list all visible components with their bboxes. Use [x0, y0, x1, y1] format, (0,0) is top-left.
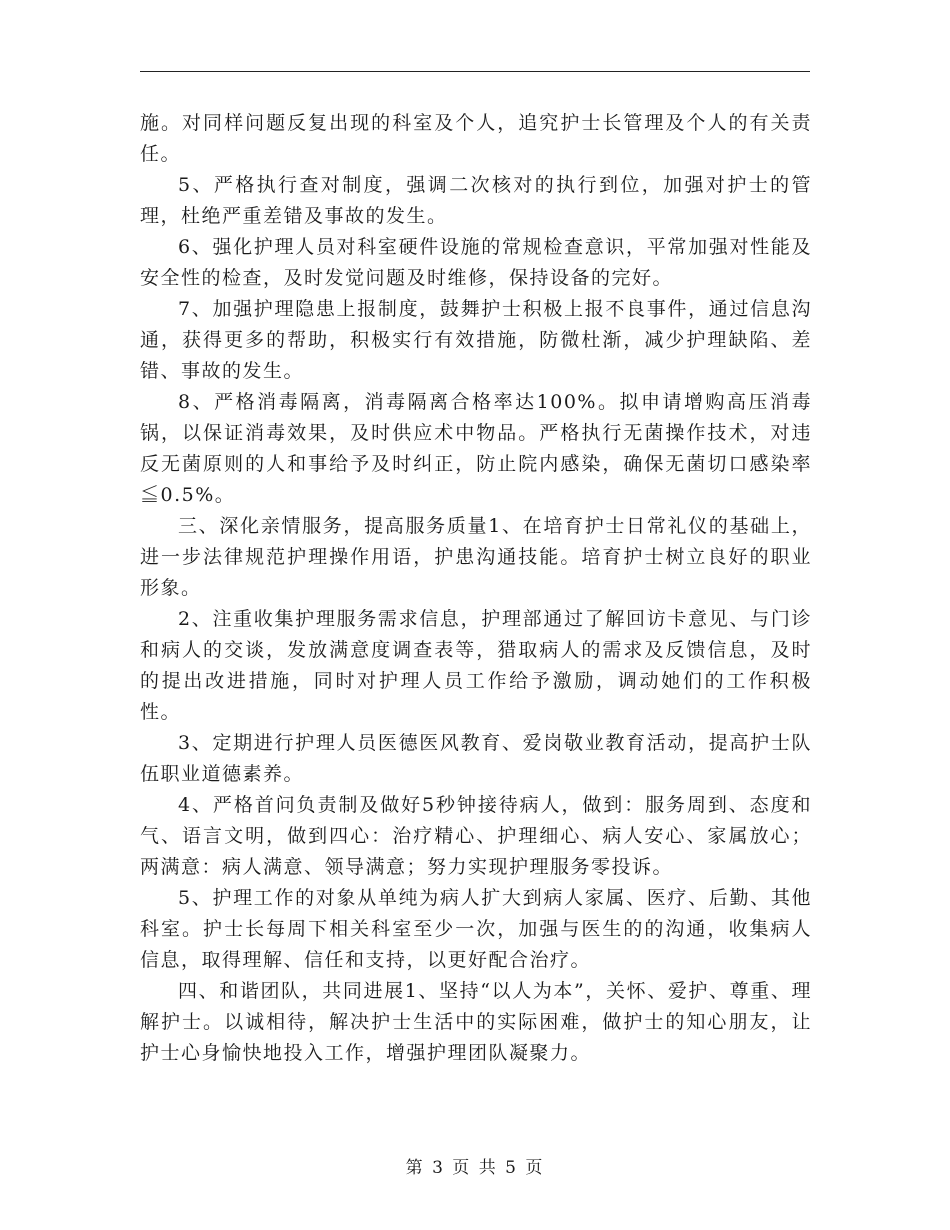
paragraph: 7、加强护理隐患上报制度，鼓舞护士积极上报不良事件，通过信息沟通，获得更多的帮助，积极实行有效措施，防微杜渐，减少护理缺陷、差错、事故的发生。: [140, 298, 812, 382]
paragraph: 四、和谐团队，共同进展1、坚持“以人为本”，关怀、爱护、尊重、理解护士。以诚相待，解决护士生活中的实际困难，做护士的知心朋友，让护士心身愉快地投入工作，增强护理团队凝聚力。: [140, 980, 812, 1064]
document-body: [140, 108, 812, 1069]
paragraph: 8、严格消毒隔离，消毒隔离合格率达100%。拟申请增购高压消毒锅，以保证消毒效果，及时供应术中物品。严格执行无菌操作技术，对违反无菌原则的人和事给予及时纠正，防止院内感染，确保无菌切口感染率≦0.5%。: [140, 391, 812, 506]
paragraph: 施。对同样问题反复出现的科室及个人，追究护士长管理及个人的有关责任。: [140, 112, 812, 165]
paragraph: 4、严格首问负责制及做好5秒钟接待病人，做到：服务周到、态度和气、语言文明，做到四心：治疗精心、护理细心、病人安心、家属放心；两满意：病人满意、领导满意；努力实现护理服务零投诉。: [140, 794, 812, 878]
page-number-footer: 第 3 页 共 5 页: [405, 1158, 545, 1178]
paragraph: 2、注重收集护理服务需求信息，护理部通过了解回访卡意见、与门诊和病人的交谈，发放满意度调查表等，猎取病人的需求及反馈信息，及时的提出改进措施，同时对护理人员工作给予激励，调动她们的工作积极性。: [140, 608, 812, 723]
paragraph: 6、强化护理人员对科室硬件设施的常规检查意识，平常加强对性能及安全性的检查，及时发觉问题及时维修，保持设备的完好。: [140, 236, 812, 289]
header-rule: [140, 71, 810, 72]
paragraph: 三、深化亲情服务，提高服务质量1、在培育护士日常礼仪的基础上，进一步法律规范护理操作用语，护患沟通技能。培育护士树立良好的职业形象。: [140, 515, 812, 599]
paragraph: 5、护理工作的对象从单纯为病人扩大到病人家属、医疗、后勤、其他科室。护士长每周下相关科室至少一次，加强与医生的的沟通，收集病人信息，取得理解、信任和支持，以更好配合治疗。: [140, 887, 812, 971]
paragraph: 3、定期进行护理人员医德医风教育、爱岗敬业教育活动，提高护士队伍职业道德素养。: [140, 732, 812, 785]
paragraph: 5、严格执行查对制度，强调二次核对的执行到位，加强对护士的管理，杜绝严重差错及事故的发生。: [140, 174, 812, 227]
